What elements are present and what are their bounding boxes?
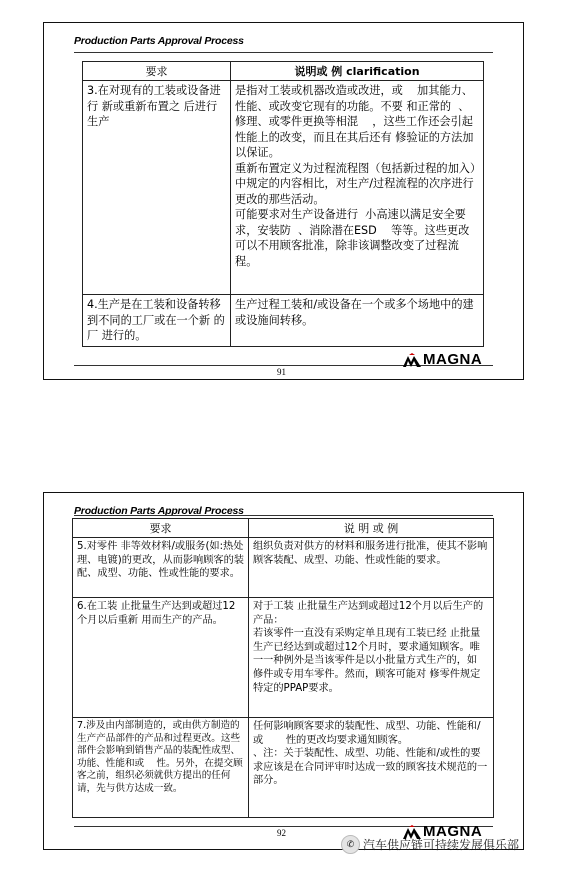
slide-header: Production Parts Approval Process [74,35,244,47]
slide-header: Production Parts Approval Process [74,505,244,517]
slide-92 [43,492,524,850]
slide-91 [43,22,524,380]
column-header-clarification: 说明或 例 clarification [231,62,484,81]
column-header-requirement: 要求 [83,62,231,81]
logo-text: MAGNA [423,351,483,368]
column-header-requirement: 要求 [73,519,249,538]
table-row [73,538,494,598]
logo-text: MAGNA [423,823,483,840]
table-header-row [73,519,494,538]
table-row [83,81,484,295]
header-rule [74,52,493,53]
column-header-clarification: 说 明 或 例 [249,519,494,538]
magna-logo-icon [403,353,421,367]
watermark-text: 汽车供应链可持续发展俱乐部 [363,838,520,852]
clarification-cell: 对于工装 止批量生产达到或超过12个月以后生产的产品： 若该零件一直没有采购定单且现有工装已经 止批量生产已经达到或超过12个月时，要求通知顾客。唯一一种例外是当该零件是以小批量方式生产的，如 修件或专用车零件。然而，顾客可能对 修零件规定特定的PPAP要求。 [249,598,494,718]
page-number: 92 [277,828,286,838]
table-header-row [83,62,484,81]
requirements-table [82,61,484,347]
clarification-cell: 是指对工装或机器改造或改进，或 加其能力、性能、或改变它现有的功能。不要 和正常的 、修理、或零件更换等相混 ，这些工作还会引起性能上的改变，而且在其后还有 修验证的方法加以保证。 重新布置定义为过程流程图（包括新过程的加入）中规定的内容相比，对生产/过程流程的次序进行更改的那些活动。 可能要求对生产设备进行 小高速以满足安全要求，安装防 、消除潜在ESD 等等。这些更改可以不用顾客批准，除非该调整改变了过程流程。 [231,81,484,295]
watermark [341,835,519,854]
requirement-cell: 4.生产是在工装和设备转移到不同的工厂或在一个新 的厂 进行的。 [83,295,231,347]
clarification-cell: 生产过程工装和/或设备在一个或多个场地中的建 或设施间转移。 [231,295,484,347]
page-number: 91 [277,367,286,377]
magna-logo [403,351,482,368]
requirements-table [72,518,494,818]
requirement-cell: 5.对零件 非等效材料/或服务(如:热处理、电镀)的更改，从而影响顾客的装配、成型、功能、性或性能的要求。 [73,538,249,598]
table-row [83,295,484,347]
requirement-cell: 3.在对现有的工装或设备进行 新或重新布置之 后进行生产 [83,81,231,295]
table-row [73,718,494,818]
requirement-cell: 7.涉及由内部制造的，或由供方制造的生产产品部件的产品和过程更改。这些部件会影响到销售产品的装配性成型、功能、性能和或 性。另外，在提交顾客之前，组织必须就供方提出的任何 请，先与供方达成一致。 [73,718,249,818]
wechat-icon: ✆ [341,835,360,854]
clarification-cell: 任何影响顾客要求的装配性、成型、功能、性能和/或 性的更改均要求通知顾客。 、注：关于装配性、成型、功能、性能和/或性的要求应该是在合同评审时达成一致的顾客技术规范的一部分。 [249,718,494,818]
header-rule [74,515,493,516]
requirement-cell: 6.在工装 止批量生产达到或超过12个月以后重新 用而生产的产品。 [73,598,249,718]
table-row [73,598,494,718]
clarification-cell: 组织负责对供方的材料和服务进行批准，使其不影响顾客装配、成型、功能、性或性能的要求。 [249,538,494,598]
